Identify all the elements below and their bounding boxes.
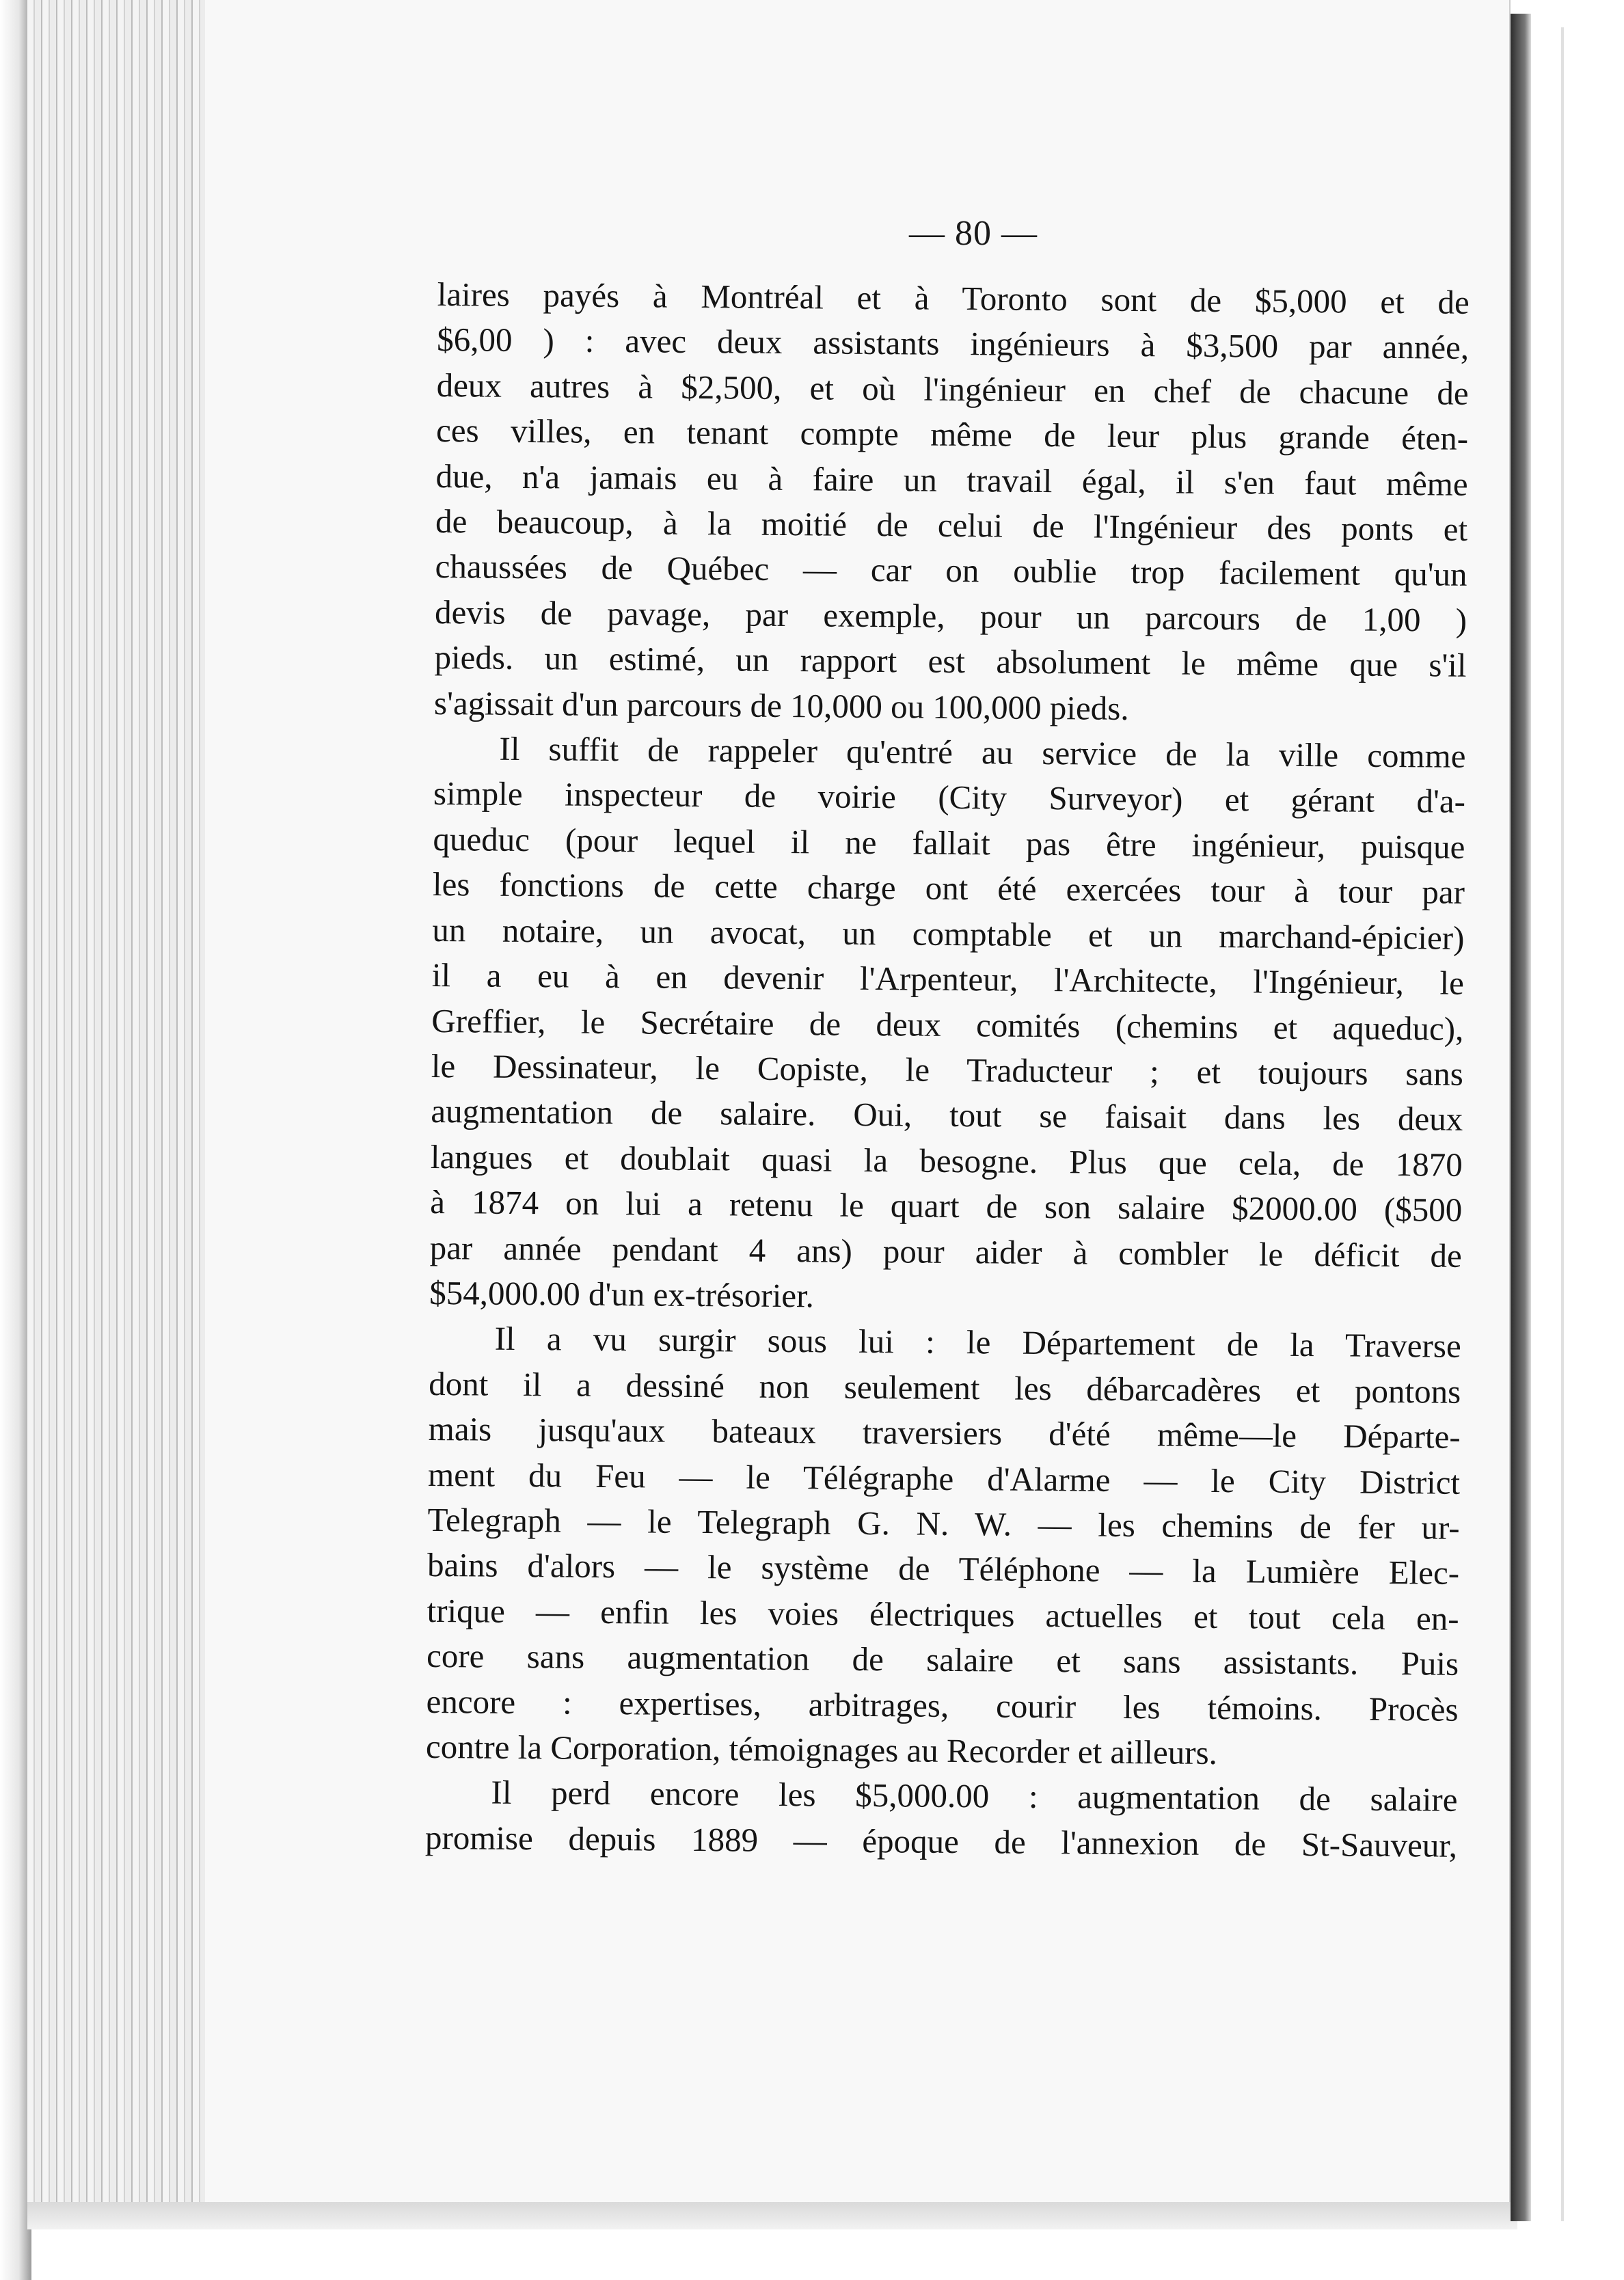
text-line: Telegraph — le Telegraph G. N. W. — les chemins de fer ur- (427, 1500, 1460, 1547)
text-line: $6,00 ) : avec deux assistants ingénieurs à $3,500 par année, (437, 321, 1470, 367)
text-line: de beaucoup, à la moitié de celui de l'Ingénieur des ponts et (435, 502, 1468, 548)
stacked-page-edges (27, 0, 232, 2208)
text-line: un notaire, un avocat, un comptable et un marchand-épicier) (432, 910, 1465, 957)
text-line: Il a vu surgir sous lui : le Département de la Traverse (494, 1320, 1461, 1366)
text-line: ces villes, en tenant compte même de leur plus grande éten- (435, 411, 1469, 458)
text-line: queduc (pour lequel il ne fallait pas être ingénieur, puisque (433, 819, 1465, 866)
text-line: augmentation de salaire. Oui, tout se faisait dans les deux (431, 1092, 1463, 1139)
page-bottom-edge (27, 2202, 1517, 2229)
text-line: par année pendant 4 ans) pour aider à combler le déficit de (429, 1228, 1462, 1275)
text-line: due, n'a jamais eu à faire un travail égal, il s'en faut même (435, 457, 1468, 503)
text-line: mais jusqu'aux bateaux traversiers d'été même—le Départe- (428, 1410, 1461, 1456)
text-line: core sans augmentation de salaire et sans assistants. Puis (426, 1637, 1459, 1683)
body-text (425, 272, 1470, 1869)
text-line: chaussées de Québec — car on oublie trop facilement qu'un (435, 547, 1467, 594)
text-line: Il suffit de rappeler qu'entré au service de la ville comme (499, 729, 1466, 775)
text-line: contre la Corporation, témoignages au Recorder et ailleurs. (425, 1727, 1218, 1772)
paragraph (425, 1769, 1458, 1869)
text-line: le Dessinateur, le Copiste, le Traducteur ; et toujours sans (431, 1046, 1464, 1093)
text-line: promise depuis 1889 — époque de l'annexion de St-Sauveur, (424, 1818, 1458, 1864)
text-line: à 1874 on lui a retenu le quart de son salaire $2000.00 ($500 (430, 1183, 1463, 1229)
paragraph (429, 726, 1466, 1324)
text-line: laires payés à Montréal et à Toronto sont de $5,000 et de (437, 275, 1470, 321)
page-number: — 80 — (909, 214, 1038, 253)
text-line: bains d'alors — le système de Téléphone — la Lumière Elec- (427, 1546, 1460, 1592)
text-line: s'agissait d'un parcours de 10,000 ou 100,000 pieds. (433, 683, 1129, 727)
text-line: devis de pavage, par exemple, pour un parcours de 1,00 ) (434, 593, 1467, 639)
text-line: les fonctions de cette charge ont été exercées tour à tour par (432, 865, 1465, 912)
text-line: $54,000.00 d'un ex-trésorier. (429, 1273, 815, 1315)
scan-edge (1561, 27, 1564, 2221)
text-line: dont il a dessiné non seulement les débarcadères et pontons (429, 1364, 1461, 1411)
text-line: deux autres à $2,500, et où l'ingénieur en chef de chacune de (436, 366, 1469, 412)
book-cover-edge (1511, 14, 1531, 2221)
text-line: ment du Feu — le Télégraphe d'Alarme — le City District (427, 1455, 1461, 1502)
text-line: pieds. un estimé, un rapport est absolument le même que s'il (434, 638, 1467, 685)
paragraph (434, 272, 1470, 734)
text-line: Greffier, le Secrétaire de deux comités (chemins et aqueduc), (431, 1001, 1464, 1048)
text-line: simple inspecteur de voirie (City Surveyor) et gérant d'a- (433, 774, 1466, 821)
text-line: Il perd encore les $5,000.00 : augmentation de salaire (491, 1774, 1458, 1819)
paragraph (426, 1316, 1461, 1778)
text-line: trique — enfin les voies électriques actuelles et tout cela en- (427, 1591, 1459, 1638)
text-line: encore : expertises, arbitrages, courir les témoins. Procès (426, 1682, 1459, 1728)
text-line: langues et doublait quasi la besogne. Plus que cela, de 1870 (430, 1137, 1463, 1184)
text-line: il a eu à en devenir l'Arpenteur, l'Architecte, l'Ingénieur, le (431, 956, 1465, 1002)
